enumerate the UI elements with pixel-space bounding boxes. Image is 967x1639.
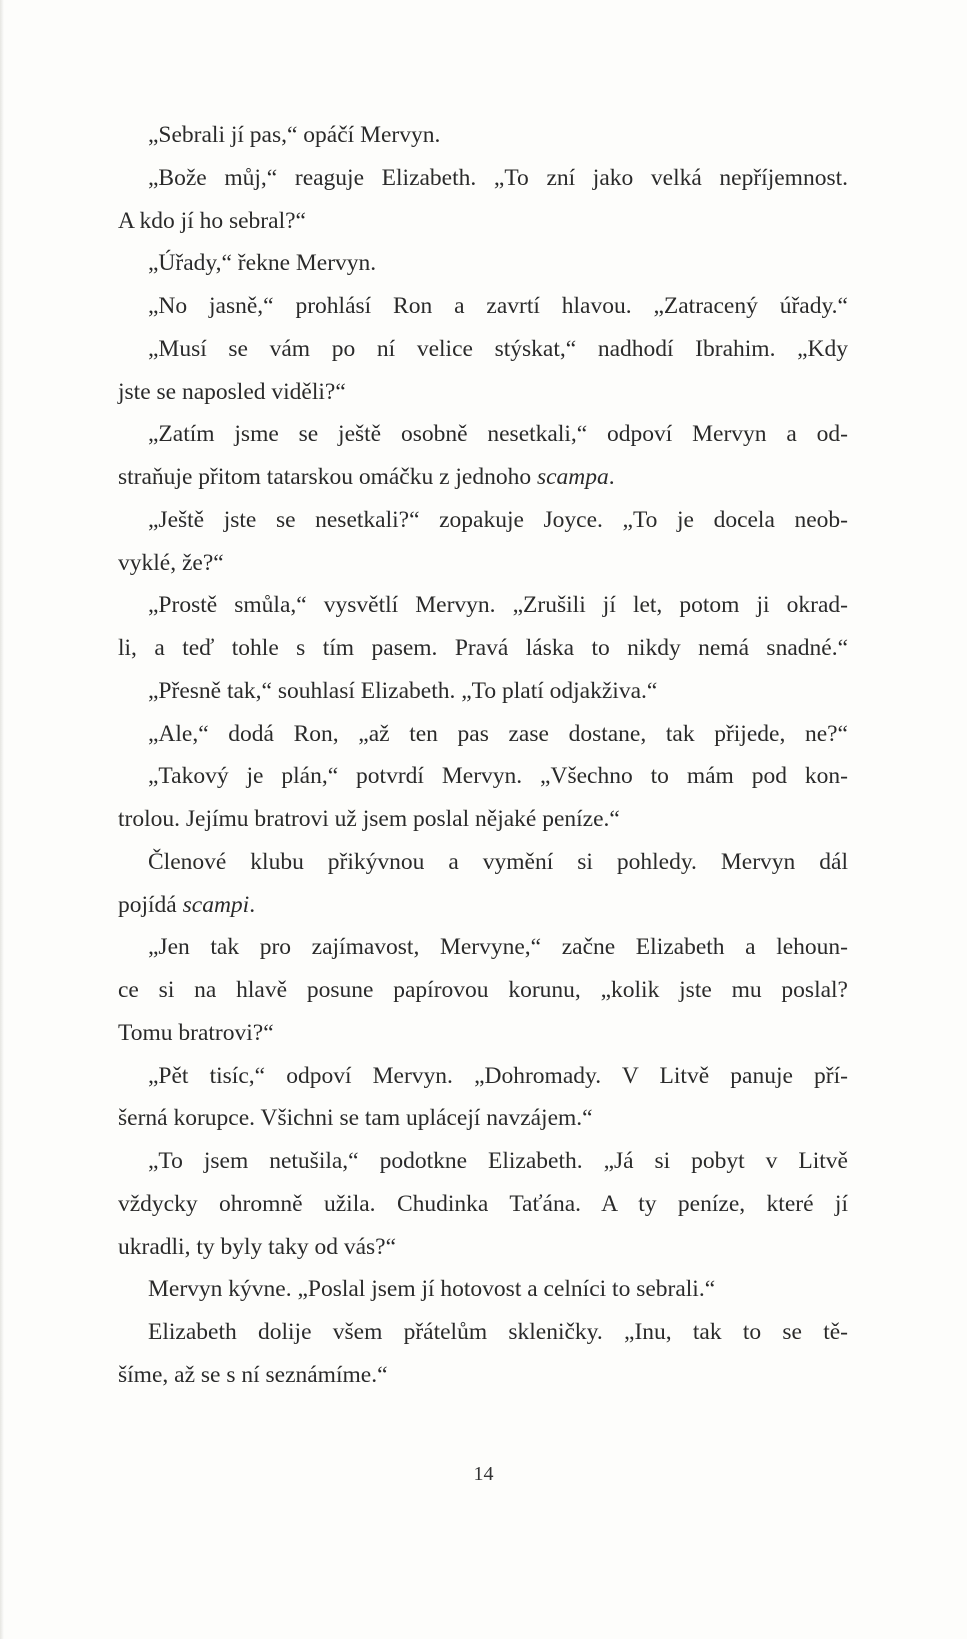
text-line-content: „Sebrali jí pas,“ opáčí Mervyn. [148,122,441,148]
text-line-content: Tomu bratrovi?“ [118,1019,274,1046]
text-line [118,499,848,542]
text-line [118,328,848,371]
text-line [118,371,848,414]
text-line [118,755,848,798]
text-line [118,713,848,756]
text-line [118,456,848,499]
text-line-content: „Musí se vám po ní velice stýskat,“ nadhodí Ibrahim. „Kdy [148,335,848,362]
text-line [118,285,848,328]
text-line-content: Elizabeth dolije všem přátelům skleničky. „Inu, tak to se tě- [148,1319,848,1345]
text-line [118,1311,848,1354]
body-text [118,114,848,1397]
text-line-content: „Ještě jste se nesetkali?“ zopakuje Joyce. „To je docela neob- [148,506,848,533]
text-line [118,1140,848,1183]
text-line [118,670,848,713]
page-edge [0,0,4,1639]
text-line-content: „Takový je plán,“ potvrdí Mervyn. „Všechno to mám pod kon- [148,763,848,790]
text-line-content: „Přesně tak,“ souhlasí Elizabeth. „To platí odjakživa.“ [148,677,658,704]
text-line-content: „No jasně,“ prohlásí Ron a zavrtí hlavou. „Zatracený úřady.“ [148,293,848,319]
italic-word: scampi [182,891,250,918]
text-line [118,969,848,1012]
text-line-content: A kdo jí ho sebral?“ [118,207,306,234]
text-line-content: „To jsem netušila,“ podotkne Elizabeth. „Já si pobyt v Litvě [148,1148,848,1174]
line-tail: . [608,464,615,490]
text-line [118,242,848,285]
text-line [118,1226,848,1269]
text-line [118,200,848,243]
text-line [118,1268,848,1311]
text-line [118,1012,848,1055]
text-line [118,413,848,456]
text-line-content: „Ale,“ dodá Ron, „až ten pas zase dostane, tak přijede, ne?“ [148,720,848,747]
text-line-content: pojídá [118,891,183,918]
italic-word: scampa [536,464,609,490]
text-line [118,926,848,969]
text-line-content: „Zatím jsme se ještě osobně nesetkali,“ odpoví Mervyn a od- [148,421,848,448]
text-line-content: „Pět tisíc,“ odpoví Mervyn. „Dohromady. V Litvě panuje pří- [148,1062,848,1089]
text-line [118,1183,848,1226]
text-line-content: šerná korupce. Všichni se tam uplácejí navzájem.“ [118,1105,593,1132]
text-line [118,584,848,627]
text-line-content: li, a teď tohle s tím pasem. Pravá láska to nikdy nemá snadné.“ [118,635,848,661]
text-line-content: „Úřady,“ řekne Mervyn. [148,250,377,277]
text-line [118,1055,848,1098]
text-line [118,157,848,200]
text-line [118,1097,848,1140]
text-line [118,798,848,841]
text-line-content: „Prostě smůla,“ vysvětlí Mervyn. „Zrušili jí let, potom ji okrad- [148,592,848,619]
text-line-content: ukradli, ty byly taky od vás?“ [118,1233,397,1260]
text-line [118,542,848,585]
text-line-content: ce si na hlavě posune papírovou korunu, „kolik jste mu poslal? [118,977,848,1003]
text-line-content: vždycky ohromně užila. Chudinka Taťána. A ty peníze, které jí [118,1190,848,1217]
text-line-content: trolou. Jejímu bratrovi už jsem poslal nějaké peníze.“ [118,806,620,832]
text-line [118,841,848,884]
text-line-content: „Bože můj,“ reaguje Elizabeth. „To zní jako velká nepříjemnost. [148,164,848,191]
text-line-content: „Jen tak pro zajímavost, Mervyne,“ začne Elizabeth a lehoun- [148,934,848,961]
text-line [118,1354,848,1397]
text-line-content: jste se naposled viděli?“ [118,378,346,405]
text-line [118,884,848,927]
text-line-content: Členové klubu přikývnou a vymění si pohledy. Mervyn dál [148,848,848,875]
line-tail: . [249,891,256,918]
text-line [118,627,848,670]
text-line [118,114,848,157]
text-line-content: straňuje přitom tatarskou omáčku z jednoho [118,464,537,490]
text-line-content: vyklé, že?“ [118,549,224,576]
page-number: 14 [473,1463,494,1485]
text-line-content: šíme, až se s ní seznámíme.“ [118,1361,388,1388]
text-line-content: Mervyn kývne. „Poslal jsem jí hotovost a celníci to sebrali.“ [148,1276,716,1303]
